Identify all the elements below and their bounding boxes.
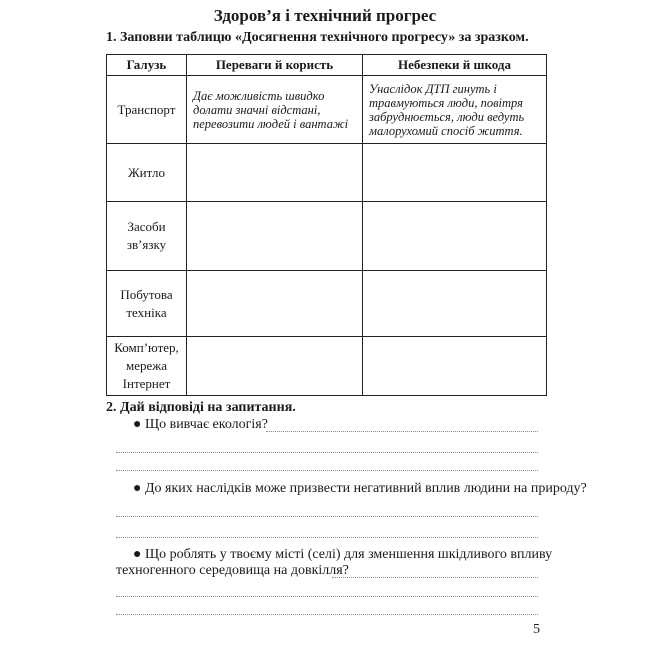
answer-line[interactable]: [116, 470, 538, 471]
benefit-cell[interactable]: [187, 76, 363, 144]
question-2: ● До яких наслідків може призвести негативний вплив людини на природу?: [133, 481, 587, 496]
task1-heading: 1. Заповни таблицю «Досягнення технічного прогресу» за зразком.: [106, 30, 529, 45]
benefit-cell[interactable]: [187, 202, 363, 271]
header-benefits: Переваги й користь: [187, 55, 363, 76]
question-3-line1: ● Що роблять у твоєму місті (селі) для зменшення шкідливого впливу: [133, 547, 553, 562]
benefit-cell[interactable]: [187, 144, 363, 202]
answer-line[interactable]: [116, 614, 538, 615]
branch-cell: Засоби зв’язку: [107, 202, 187, 271]
task2-heading: 2. Дай відповіді на запитання.: [106, 400, 296, 415]
table-row: [107, 76, 547, 144]
question-3-line2: техногенного середовища на довкілля?: [116, 563, 349, 578]
header-harms: Небезпеки й шкода: [363, 55, 547, 76]
answer-line[interactable]: [116, 516, 538, 517]
progress-table: [106, 54, 547, 396]
harm-cell[interactable]: [363, 144, 547, 202]
table-row: [107, 202, 547, 271]
answer-line[interactable]: [116, 452, 538, 453]
branch-cell: Комп’ютер, мережа Інтернет: [107, 337, 187, 396]
page-title: Здоров’я і технічний прогрес: [213, 6, 437, 25]
sample-harm: Унаслідок ДТП гинуть і травмуються люди, повітря забруднюється, люди ведуть малорухомий спосіб життя.: [369, 81, 525, 138]
harm-cell[interactable]: [363, 271, 547, 337]
branch-cell: Житло: [107, 144, 187, 202]
table-row: [107, 337, 547, 396]
answer-line[interactable]: [116, 537, 538, 538]
table-row: [107, 271, 547, 337]
page-number: 5: [533, 622, 540, 637]
answer-line[interactable]: [332, 577, 538, 578]
branch-cell: Побутова техніка: [107, 271, 187, 337]
table-row: [107, 144, 547, 202]
answer-line[interactable]: [266, 431, 538, 432]
harm-cell[interactable]: [363, 337, 547, 396]
harm-cell[interactable]: [363, 76, 547, 144]
answer-line[interactable]: [116, 596, 538, 597]
table-header-row: [107, 55, 547, 76]
benefit-cell[interactable]: [187, 271, 363, 337]
harm-cell[interactable]: [363, 202, 547, 271]
sample-benefit: Дає можливість швидко долати значні відстані, перевозити людей і вантажі: [193, 88, 349, 131]
header-branch: Галузь: [107, 55, 187, 76]
question-1: ● Що вивчає екологія?: [133, 417, 268, 432]
branch-cell: Транспорт: [107, 76, 187, 144]
benefit-cell[interactable]: [187, 337, 363, 396]
